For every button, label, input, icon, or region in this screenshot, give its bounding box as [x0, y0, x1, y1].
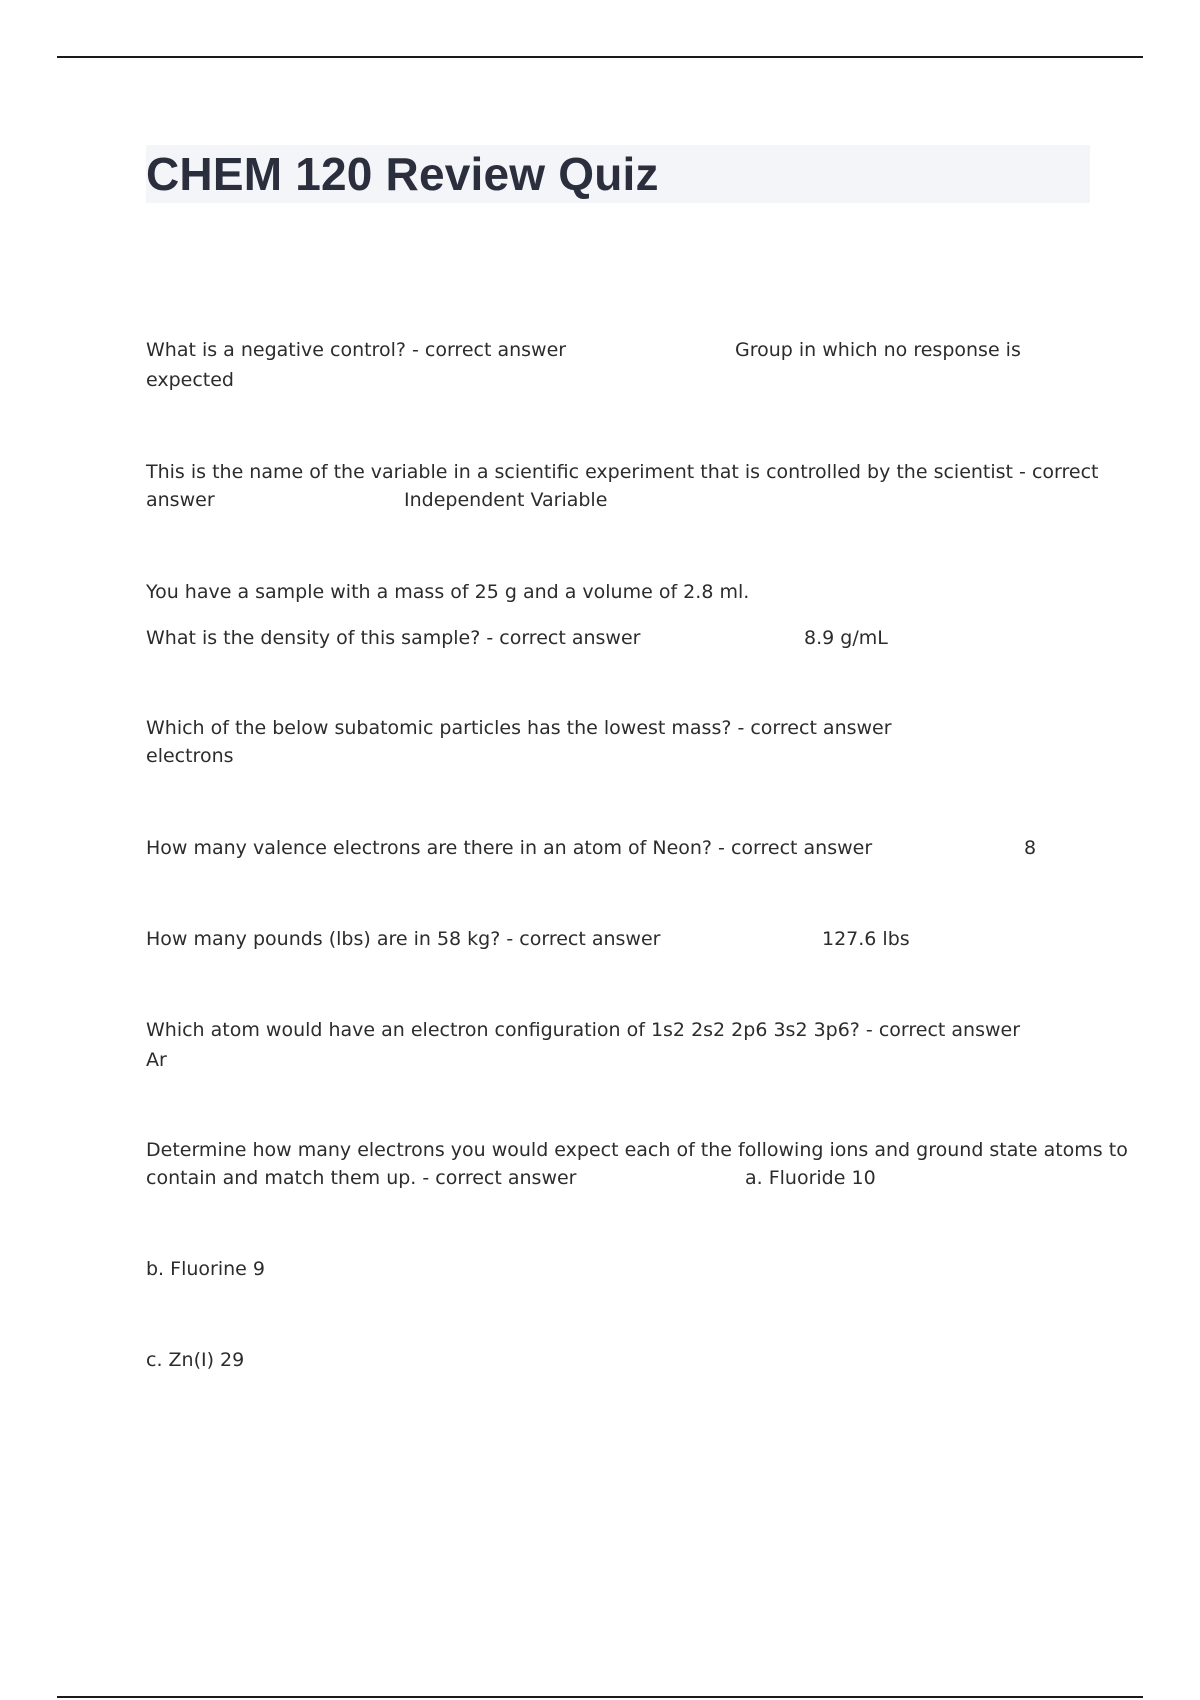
question-2: This is the name of the variable in a scientific experiment that is controlled by the scientist - correct — [146, 461, 1099, 483]
question-4: Which of the below subatomic particles has the lowest mass? - correct answer — [146, 717, 892, 739]
answer-1: Group in which no response is — [735, 339, 1021, 361]
page-title: CHEM 120 Review Quiz — [146, 148, 659, 200]
answer-8a: a. Fluoride 10 — [745, 1167, 876, 1189]
question-8: Determine how many electrons you would expect each of the following ions and ground state atoms to — [146, 1139, 1128, 1161]
answer-8c: c. Zn(I) 29 — [146, 1349, 245, 1371]
question-7: Which atom would have an electron configuration of 1s2 2s2 2p6 3s2 3p6? - correct answer — [146, 1019, 1021, 1041]
answer-8b: b. Fluorine 9 — [146, 1258, 265, 1280]
answer-6: 127.6 lbs — [822, 928, 910, 950]
question-2-cont: answer — [146, 489, 215, 511]
answer-2: Independent Variable — [404, 489, 608, 511]
top-rule — [57, 56, 1143, 58]
answer-1-cont: expected — [146, 369, 234, 391]
answer-3: 8.9 g/mL — [804, 627, 888, 649]
question-6: How many pounds (lbs) are in 58 kg? - correct answer — [146, 928, 661, 950]
answer-4: electrons — [146, 745, 234, 767]
question-3: What is the density of this sample? - correct answer — [146, 627, 641, 649]
question-3-intro: You have a sample with a mass of 25 g and a volume of 2.8 ml. — [146, 581, 750, 603]
answer-5: 8 — [1024, 837, 1037, 859]
bottom-rule — [57, 1696, 1143, 1698]
question-8-cont: contain and match them up. - correct answer — [146, 1167, 577, 1189]
question-5: How many valence electrons are there in an atom of Neon? - correct answer — [146, 837, 873, 859]
question-1: What is a negative control? - correct answer — [146, 339, 567, 361]
answer-7: Ar — [146, 1049, 167, 1071]
